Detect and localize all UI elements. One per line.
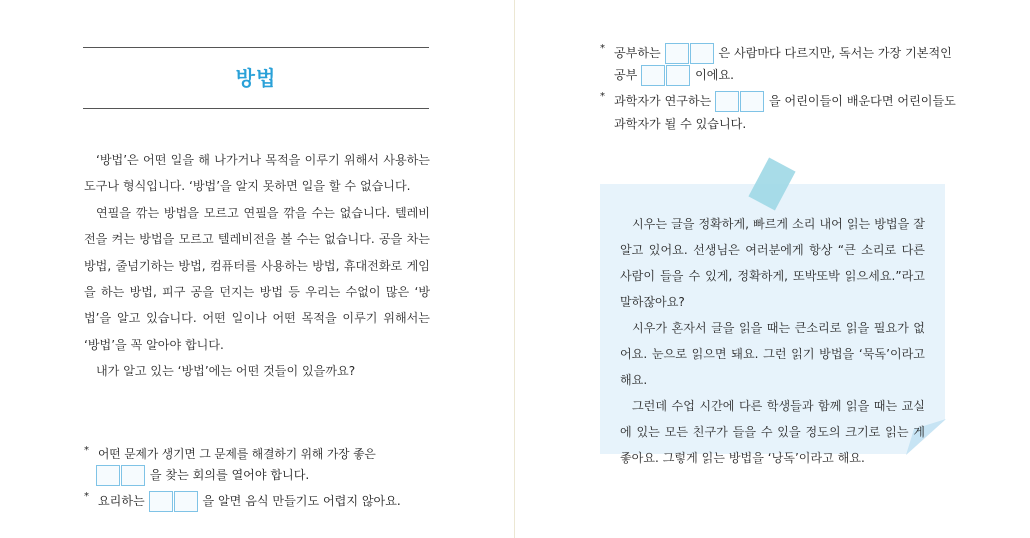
paragraph: 연필을 깎는 방법을 모르고 연필을 깎을 수는 없습니다. 텔레비전을 켜는 방법을 모르고 텔레비전을 볼 수는 없습니다. 공을 차는 방법, 줄넘기하는 방법, 컴퓨터를 사용하는 방법, 휴대전화로 게임을 하는 방법, 피구 공을 던지는 방법 등 우리는 수없이 많은 ‘방법’을 알고 있습니다. 어떤 일이나 어떤 목적을 이루기 위해서는 ‘방법’을 꼭 알아야 합니다. — [84, 205, 430, 352]
quiz-item — [600, 43, 950, 87]
quiz-item — [84, 491, 430, 515]
body-text — [84, 147, 430, 385]
quiz-line — [614, 91, 956, 112]
page-title: 방법 — [235, 66, 277, 90]
bullet: * — [600, 43, 605, 54]
quiz-text: 을 알면 음식 만들기도 어렵지 않아요. — [202, 494, 401, 508]
quiz-line — [614, 43, 952, 64]
quiz-text: 을 어린이들이 배운다면 어린이들도 — [769, 94, 956, 108]
paragraph: 내가 알고 있는 ‘방법’에는 어떤 것들이 있을까요? — [96, 364, 356, 379]
answer-blank[interactable] — [121, 465, 145, 486]
quiz-text: 을 찾는 회의를 열어야 합니다. — [149, 468, 310, 482]
paragraph: ‘방법’은 어떤 일을 해 나가거나 목적을 이루기 위해서 사용하는 도구나 형식입니다. ‘방법’을 알지 못하면 일을 할 수 없습니다. — [84, 153, 430, 194]
quiz-line — [614, 65, 734, 86]
quiz-text: 은 사람마다 다르지만, 독서는 가장 기본적인 — [718, 46, 952, 60]
bullet: * — [84, 491, 89, 502]
quiz-item — [600, 91, 956, 135]
quiz-text: 이에요. — [695, 68, 734, 82]
quiz-line — [98, 491, 401, 512]
answer-blank[interactable] — [641, 65, 665, 86]
answer-blank[interactable] — [690, 43, 714, 64]
note-paragraph: 그런데 수업 시간에 다른 학생들과 함께 읽을 때는 교실에 있는 모든 친구가 들을 수 있을 정도의 크기로 읽는 게 좋아요. 그렇게 읽는 방법을 ‘낭독’이라고 해요. — [620, 399, 925, 465]
quiz-text: 공부 — [614, 68, 638, 82]
answer-blank[interactable] — [96, 465, 120, 486]
bullet: * — [84, 445, 89, 456]
note-paragraph: 시우가 혼자서 글을 읽을 때는 큰소리로 읽을 필요가 없어요. 눈으로 읽으면 돼요. 그런 읽기 방법을 ‘묵독’이라고 해요. — [620, 321, 925, 387]
answer-blank[interactable] — [715, 91, 739, 112]
quiz-text: 과학자가 연구하는 — [614, 94, 712, 108]
quiz-item — [84, 445, 430, 485]
answer-blank[interactable] — [149, 491, 173, 512]
quiz-text: 공부하는 — [614, 46, 661, 60]
answer-blank[interactable] — [740, 91, 764, 112]
quiz-text: 요리하는 — [98, 494, 145, 508]
answer-blank[interactable] — [174, 491, 198, 512]
title-bottom-rule — [83, 108, 429, 109]
answer-blank[interactable] — [665, 43, 689, 64]
title-top-rule — [83, 47, 429, 48]
answer-blank[interactable] — [666, 65, 690, 86]
note-paragraph: 시우는 글을 정확하게, 빠르게 소리 내어 읽는 방법을 잘 알고 있어요. 선생님은 여러분에게 항상 “큰 소리로 다른 사람이 들을 수 있게, 정확하게, 또박또박 읽으세요.”라고 말하잖아요? — [620, 217, 925, 309]
note-text — [620, 211, 925, 471]
bullet: * — [600, 91, 605, 102]
quiz-text: 어떤 문제가 생기면 그 문제를 해결하기 위해 가장 좋은 — [98, 447, 376, 461]
quiz-line — [96, 465, 309, 486]
page-fold — [514, 0, 515, 538]
quiz-text: 과학자가 될 수 있습니다. — [614, 117, 747, 131]
